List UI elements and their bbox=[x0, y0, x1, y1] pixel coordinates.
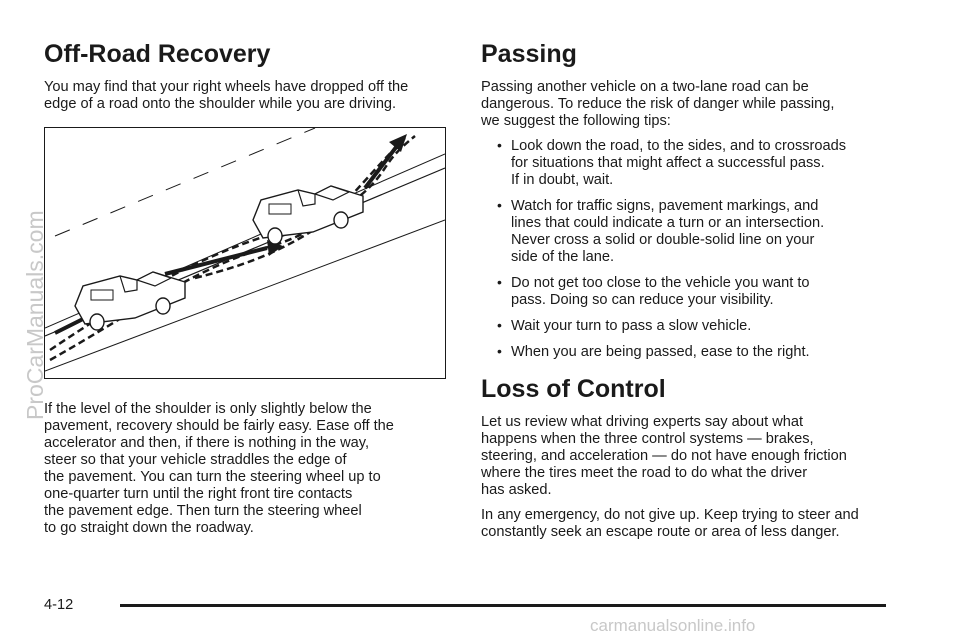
off-road-recovery-illustration bbox=[44, 127, 446, 379]
tip-text: Do not get too close to the vehicle you want to pass. Doing so can reduce your visibility. bbox=[511, 274, 810, 308]
right-column bbox=[481, 40, 901, 549]
heading-loss-of-control: Loss of Control bbox=[481, 374, 666, 403]
heading-off-road-recovery: Off-Road Recovery bbox=[44, 40, 271, 68]
off-road-intro: You may find that your right wheels have dropped off the edge of a road onto the shoulder while you are driving. bbox=[44, 78, 409, 112]
heading-passing: Passing bbox=[481, 40, 577, 68]
bullet-icon: • bbox=[497, 316, 502, 333]
left-column bbox=[44, 40, 450, 545]
bullet-icon: • bbox=[497, 342, 502, 359]
list-item bbox=[493, 318, 901, 335]
pickup-truck-icon bbox=[75, 272, 185, 330]
list-item bbox=[493, 198, 901, 266]
loss-of-control-para-2: In any emergency, do not give up. Keep trying to steer and constantly seek an escape route or area of less danger. bbox=[481, 506, 859, 540]
tip-text: When you are being passed, ease to the right. bbox=[511, 343, 810, 360]
road-diagram bbox=[45, 128, 445, 377]
footer-divider bbox=[120, 604, 886, 607]
passing-intro: Passing another vehicle on a two-lane road can be dangerous. To reduce the risk of danger while passing, we suggest the following tips: bbox=[481, 78, 835, 129]
page-number: 4-12 bbox=[44, 597, 74, 613]
passing-tips-list bbox=[481, 138, 901, 361]
list-item bbox=[493, 138, 901, 189]
side-watermark: ProCarManuals.com bbox=[22, 210, 48, 420]
loss-of-control-para-1: Let us review what driving experts say about what happens when the three control systems — brakes, steering, and acceleration — do not have enough friction where the tires meet the road to do what the driver has asked. bbox=[481, 413, 847, 498]
arrow-head-icon-3 bbox=[389, 134, 407, 152]
bottom-watermark: carmanualsonline.info bbox=[590, 616, 756, 635]
list-item bbox=[493, 344, 901, 361]
tip-text: Watch for traffic signs, pavement markings, and lines that could indicate a turn or an intersection. Never cross a solid or double-solid line on your side of the lane. bbox=[511, 197, 825, 265]
tip-text: Wait your turn to pass a slow vehicle. bbox=[511, 317, 752, 334]
bullet-icon: • bbox=[497, 196, 502, 213]
bullet-icon: • bbox=[497, 136, 502, 153]
pickup-truck-icon-2 bbox=[253, 186, 363, 244]
off-road-body: If the level of the shoulder is only slightly below the pavement, recovery should be fairly easy. Ease off the accelerator and then, if there is nothing in the way, steer so that your vehicle straddles the edge of the pavement. You can turn the steering wheel up to one-quarter turn until the right front tire contacts the pavement edge. Then turn the steering wheel to go straight down the roadway. bbox=[44, 400, 394, 536]
bullet-icon: • bbox=[497, 273, 502, 290]
list-item bbox=[493, 275, 901, 309]
tip-text: Look down the road, to the sides, and to crossroads for situations that might affect a successful pass. If in doubt, wait. bbox=[511, 137, 847, 188]
